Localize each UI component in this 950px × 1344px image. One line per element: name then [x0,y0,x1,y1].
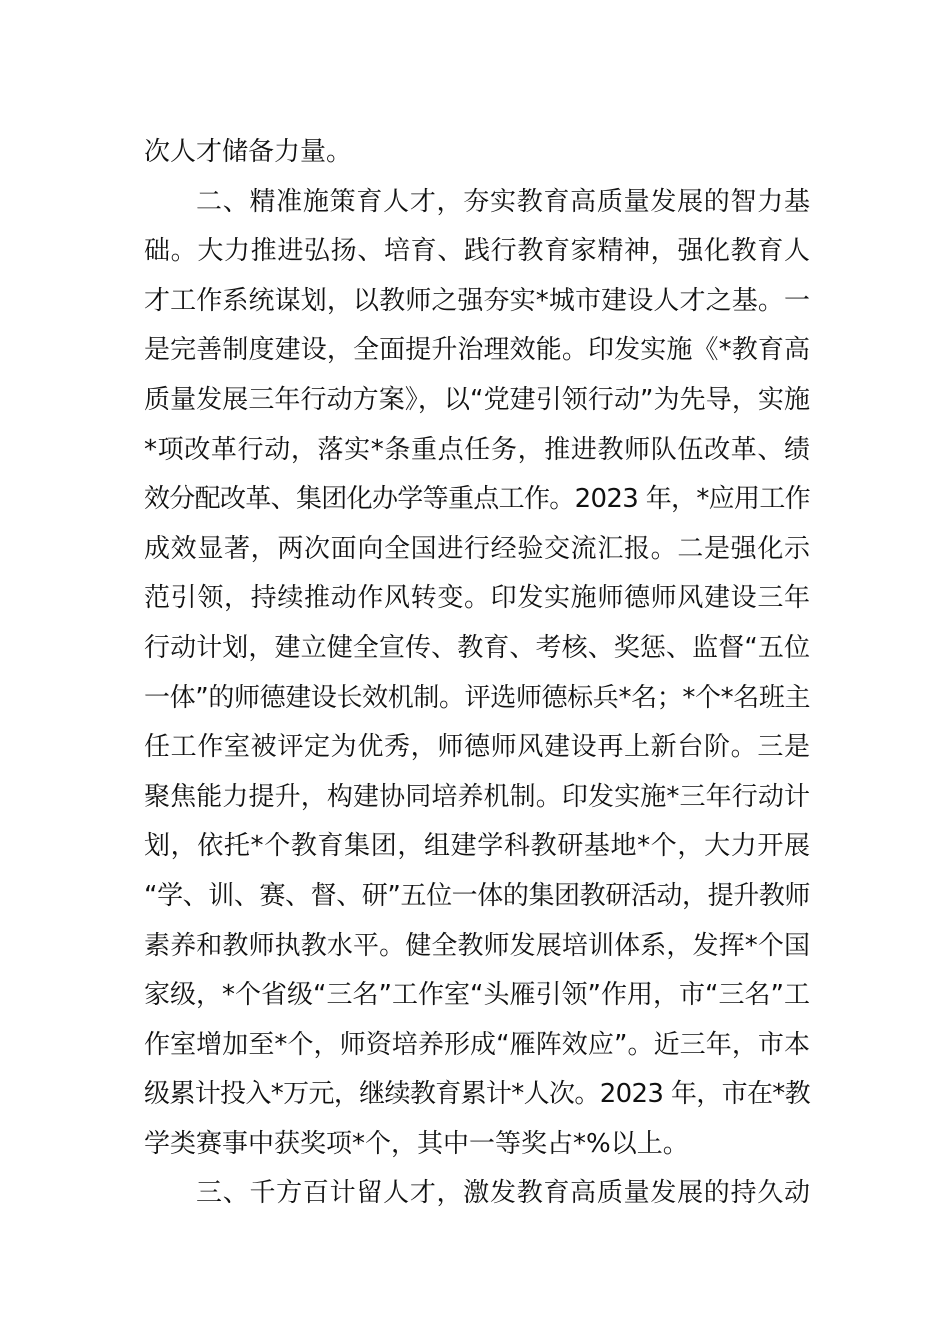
text-line: 级累计投入*万元，继续教育累计*人次。2023 年，市在*教 [144,1079,810,1110]
text-line: 础。大力推进弘扬、培育、践行教育家精神，强化教育人 [144,236,810,267]
text-line: 行动计划，建立健全宣传、教育、考核、奖惩、监督“五位 [144,632,810,663]
text-line: “学、训、赛、督、研”五位一体的集团教研活动，提升教师 [144,880,810,911]
text-line: 效分配改革、集团化办学等重点工作。2023 年，*应用工作 [144,484,811,515]
text-line: 一体”的师德建设长效机制。评选师德标兵*名；*个*名班主 [144,682,811,713]
section-heading-line: 二、精准施策育人才，夯实教育高质量发展的智力基 [196,186,810,217]
text-line: 才工作系统谋划，以教师之强夯实*城市建设人才之基。一 [144,285,810,316]
text-line: 聚焦能力提升，构建协同培养机制。印发实施*三年行动计 [144,781,810,812]
text-line: 素养和教师执教水平。健全教师发展培训体系，发挥*个国 [144,930,810,961]
text-line: 作室增加至*个，师资培养形成“雁阵效应”。近三年，市本 [144,1029,810,1060]
text-line: 任工作室被评定为优秀，师德师风建设再上新台阶。三是 [144,732,810,763]
text-line: 次人才储备力量。 [144,137,353,167]
text-line: 成效显著，两次面向全国进行经验交流汇报。二是强化示 [144,533,810,564]
section-heading-line: 三、千方百计留人才，激发教育高质量发展的持久动 [196,1178,810,1209]
text-line: 范引领，持续推动作风转变。印发实施师德师风建设三年 [144,583,810,614]
text-line: *项改革行动，落实*条重点任务，推进教师队伍改革、绩 [144,434,810,465]
text-line: 划，依托*个教育集团，组建学科教研基地*个，大力开展 [144,831,810,862]
document-body [144,128,810,1219]
text-line: 是完善制度建设，全面提升治理效能。印发实施《*教育高 [144,335,810,366]
text-line: 质量发展三年行动方案》，以“党建引领行动”为先导，实施 [144,384,810,415]
text-line: 学类赛事中获奖项*个，其中一等奖占*%以上。 [144,1128,689,1159]
text-line: 家级，*个省级“三名”工作室“头雁引领”作用，市“三名”工 [144,980,810,1011]
